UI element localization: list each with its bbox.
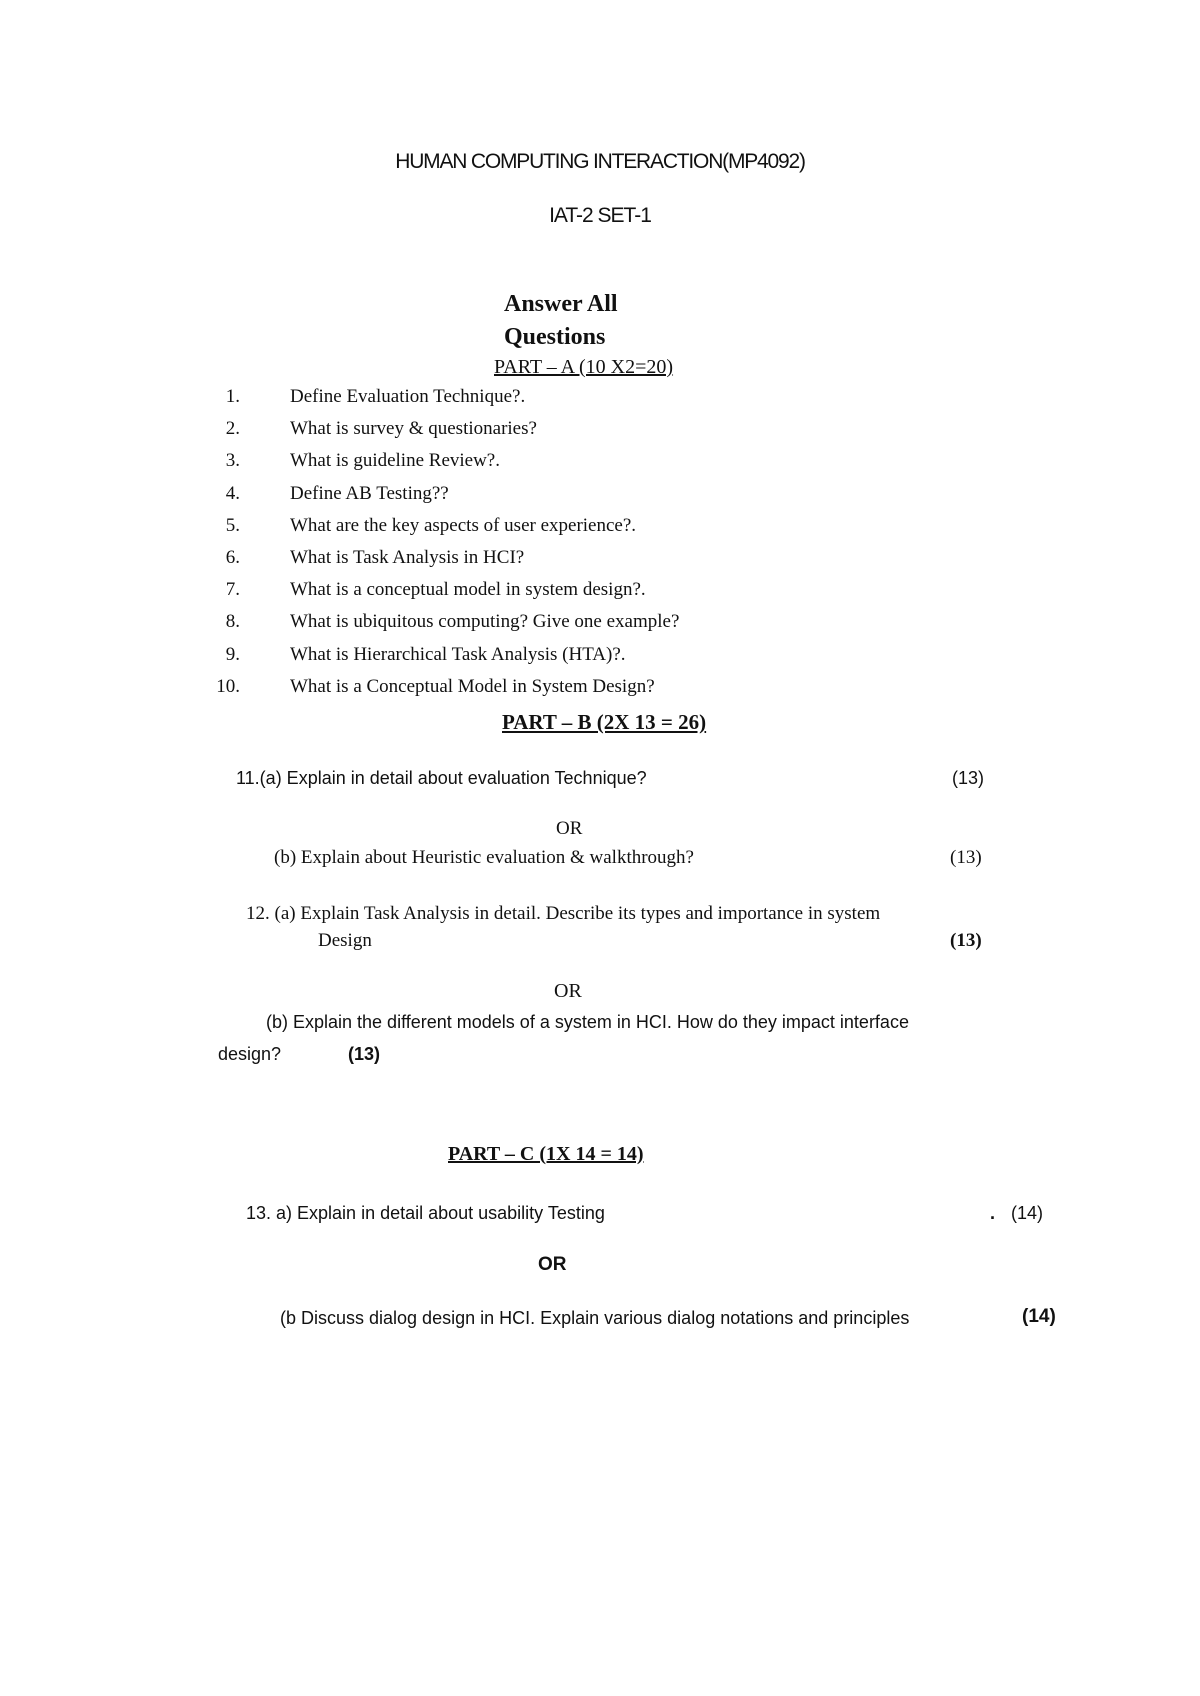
question-12b-marks: (13) [348,1044,381,1064]
question-number: 5. [225,514,240,536]
question-text: What is Hierarchical Task Analysis (HTA)?. [290,643,626,665]
question-12a-marks: (13) [950,930,982,951]
question-number: 1. [225,386,240,407]
question-12b-line-1: (b) Explain the different models of a system in HCI. How do they impact interface [266,1012,909,1032]
question-text: What is a conceptual model in system design?. [290,579,646,601]
question-number: 7. [225,579,240,601]
question-text: What is ubiquitous computing? Give one example? [290,611,680,633]
part-c-heading: PART – C (1X 14 = 14) [448,1143,644,1165]
or-divider: OR [554,980,582,1002]
or-divider: OR [556,818,583,839]
question-13b: (b Discuss dialog design in HCI. Explain various dialog notations and principles [280,1308,910,1328]
question-number: 8. [225,611,240,633]
question-11a: 11.(a) Explain in detail about evaluation Technique? [236,768,647,788]
question-11b: (b) Explain about Heuristic evaluation & walkthrough? [274,847,694,868]
question-11b-marks: (13) [950,847,982,868]
question-12a-line-1: 12. (a) Explain Task Analysis in detail. Describe its types and importance in system [246,903,881,924]
part-a-heading: PART – A (10 X2=20) [494,356,674,378]
instruction-line-1: Answer All [504,291,618,317]
question-text: What is a Conceptual Model in System Design? [290,675,655,697]
question-number: 2. [225,418,240,440]
or-divider: OR [538,1254,567,1275]
question-11a-marks: (13) [952,768,985,788]
question-text: What is guideline Review?. [290,450,500,472]
question-13a: 13. a) Explain in detail about usability Testing [246,1203,605,1223]
question-text: What is survey & questionaries? [290,418,537,440]
question-number: 10. [216,675,240,697]
question-number: 6. [225,546,240,568]
question-13a-marks: (14) [1011,1203,1044,1223]
document-title: HUMAN COMPUTING INTERACTION(MP4092) [395,150,805,173]
question-number: 9. [225,643,240,665]
question-13a-dot: . [990,1203,996,1223]
question-number: 3. [225,450,240,472]
question-text: Define Evaluation Technique?. [290,386,526,407]
question-12a-line-2: Design [318,930,372,951]
instruction-line-2: Questions [504,324,606,350]
question-12b-line-2: design? [218,1044,282,1064]
exam-set-label: IAT-2 SET-1 [549,204,651,227]
question-text: What are the key aspects of user experience?. [290,514,637,536]
part-b-heading: PART – B (2X 13 = 26) [502,710,707,734]
instruction [504,288,618,354]
question-text: What is Task Analysis in HCI? [290,546,525,568]
question-13b-marks: (14) [1022,1306,1056,1327]
question-number: 4. [225,482,240,504]
question-text: Define AB Testing?? [290,482,449,504]
